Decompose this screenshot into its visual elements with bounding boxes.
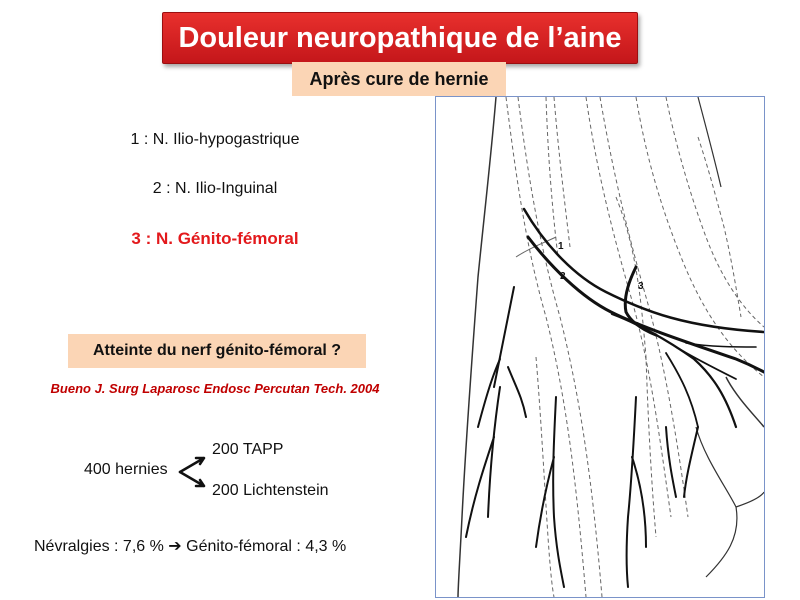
slide-title: Douleur neuropathique de l’aine	[162, 12, 638, 64]
reference-citation: Bueno J. Surg Laparosc Endosc Percutan Tech. 2004	[50, 381, 380, 396]
anatomy-illustration	[435, 96, 765, 598]
figure-label-3: 3	[638, 281, 644, 292]
nerve-label-2: 2 : N. Ilio-Inguinal	[152, 180, 278, 197]
result-line	[34, 536, 346, 556]
right-arrow-icon: ➔	[168, 538, 182, 555]
split-arrow-icon	[178, 452, 210, 492]
result-genitofemoral: Génito-fémoral : 4,3 %	[186, 538, 347, 555]
study-group-lichtenstein: 200 Lichtenstein	[212, 482, 329, 499]
study-group-tapp: 200 TAPP	[212, 441, 284, 458]
figure-label-1: 1	[558, 241, 564, 252]
result-neuralgia: Névralgies : 7,6 %	[34, 538, 164, 555]
question-box: Atteinte du nerf génito-fémoral ?	[68, 334, 366, 368]
nerve-label-1: 1 : N. Ilio-hypogastrique	[130, 131, 300, 148]
slide-subtitle: Après cure de hernie	[292, 62, 506, 96]
study-total: 400 hernies	[84, 461, 168, 478]
figure-label-2: 2	[560, 271, 566, 282]
nerve-label-3: 3 : N. Génito-fémoral	[131, 229, 299, 248]
